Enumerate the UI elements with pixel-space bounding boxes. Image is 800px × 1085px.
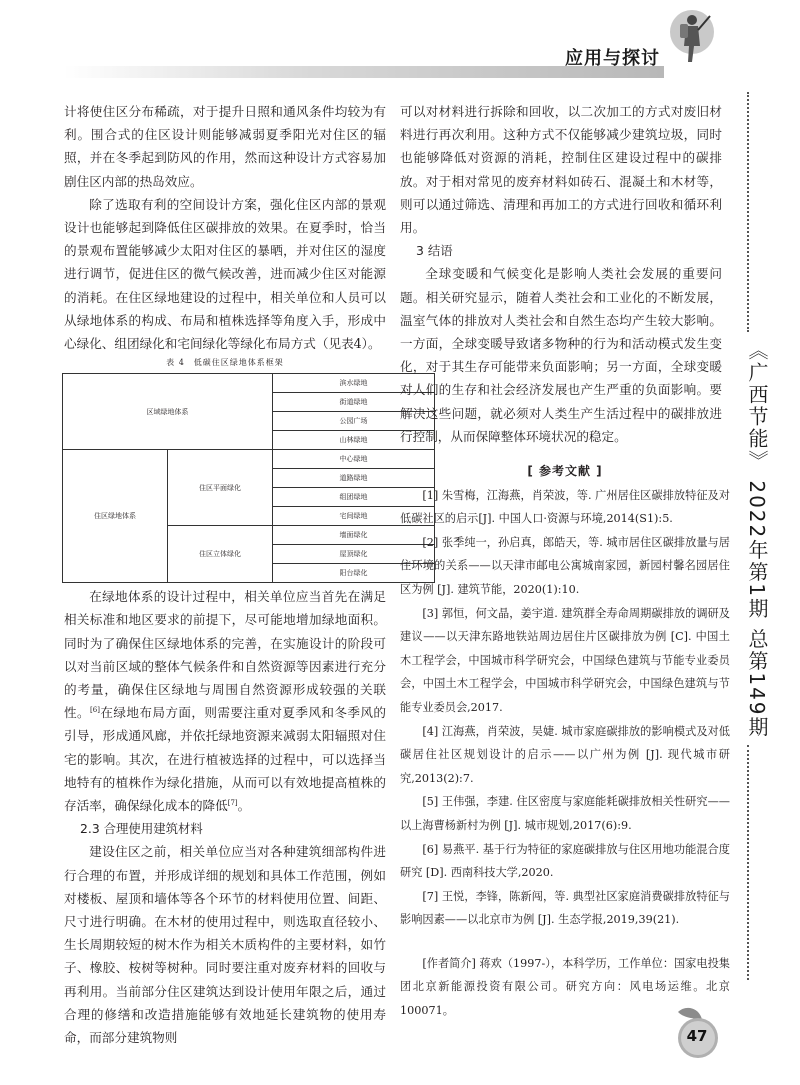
citation-mark: [6] bbox=[90, 706, 100, 715]
references-section bbox=[400, 460, 730, 1023]
body-paragraph: 可以对材料进行拆除和回收，以二次加工的方式对废旧材料进行再次利用。这种方式不仅能够减少建筑垃圾，同时也能够降低对资源的消耗，控制住区建设过程中的碳排放。对于相对常见的废弃材料如砖石、混凝土和木材等，则可以通过筛选、清理和再加工的方式进行回收和循环利用。 bbox=[400, 104, 722, 236]
green-system-table bbox=[62, 373, 435, 583]
left-column bbox=[64, 100, 386, 1049]
table-cell: 滨水绿地 bbox=[273, 374, 435, 393]
table-cell: 组团绿地 bbox=[273, 488, 435, 507]
section-heading: 2.3 合理使用建筑材料 bbox=[80, 821, 203, 837]
table-cell: 中心绿地 bbox=[273, 450, 435, 469]
table-cell: 区域绿地体系 bbox=[63, 374, 273, 450]
citation-mark: [7] bbox=[227, 798, 238, 807]
text-run: 在绿地体系的设计过程中，相关单位应当首先在满足相关标准和地区要求的前提下，尽可能地增加绿地面积。同时为了确保住区绿地体系的完善，在实施设计的阶段可以对当前区域的整体气候条件和自然资源等因素进行充分的考量，确保住区绿地与周围自然资源形成较强的关联性。 bbox=[64, 589, 386, 721]
reference-item: [7] 王悦，李锋，陈新闯，等. 典型社区家庭消费碳排放特征与影响因素——以北京市为例 [J]. 生态学报,2019,39(21). bbox=[400, 889, 730, 927]
section-heading: 3 结语 bbox=[416, 243, 453, 259]
reference-item: [5] 王伟强，李建. 住区密度与家庭能耗碳排放相关性研究——以上海曹杨新村为例 [J]. 城市规划,2017(6):9. bbox=[400, 795, 730, 832]
table-cell: 住区绿地体系 bbox=[63, 450, 168, 583]
reference-item: [2] 张季纯一，孙启真，郎皓天，等. 城市居住区碳排放量与居住环境的关系——以天津市邮电公寓城南家园，新园村馨名园居住区为例 [J]. 建筑节能，2020(1):10. bbox=[400, 535, 730, 596]
reference-item: [6] 易燕平. 基于行为特征的家庭碳排放与住区用地功能混合度研究 [D]. 西南科技大学,2020. bbox=[400, 842, 730, 880]
body-paragraph: 全球变暖和气候变化是影响人类社会发展的重要问题。相关研究显示，随着人类社会和工业化的不断发展，温室气体的排放对人类社会和自然生态均产生较大影响。一方面，全球变暖导致诸多物种的行为和活动模式发生变化，对于其生存可能带来负面影响；另一方面，全球变暖对人们的生存和社会经济发展也产生严重的负面影响。要解决这些问题，就必须对人类生产生活过程中的碳排放进行控制，从而保障整体环境状况的稳定。 bbox=[400, 266, 722, 444]
body-paragraph: 计将使住区分布稀疏，对于提升日照和通风条件均较为有利。围合式的住区设计则能够减弱夏季阳光对住区的辐照，并在冬季起到防风的作用，然而这种设计方式容易加剧住区内部的热岛效应。 bbox=[64, 104, 386, 189]
section-header-title: 应用与探讨 bbox=[565, 48, 660, 69]
table-cell: 墙面绿化 bbox=[273, 526, 435, 545]
journal-side-banner: 《广西节能》 2022年第1期 总第149期 bbox=[745, 340, 769, 739]
table-cell: 阳台绿化 bbox=[273, 564, 435, 583]
text-run: 。 bbox=[237, 798, 251, 814]
author-bio: [作者简介] 蒋欢（1997-），本科学历，工作单位：国家电投集团北京新能源投资有限公司。研究方向：风电场运维。北京 100071。 bbox=[400, 956, 730, 1018]
page-number: 47 bbox=[686, 1027, 708, 1045]
worker-figure-icon bbox=[662, 6, 718, 68]
reference-item: [1] 朱雪梅，江海燕，肖荣波，等. 广州居住区碳排放特征及对低碳社区的启示[J]. 中国人口·资源与环境,2014(S1):5. bbox=[400, 488, 730, 526]
table-cell: 屋顶绿化 bbox=[273, 545, 435, 564]
body-paragraph bbox=[64, 585, 386, 817]
references-title: [ 参考文献 ] bbox=[527, 464, 603, 478]
table-cell: 公园广场 bbox=[273, 412, 435, 431]
body-paragraph: 建设住区之前，相关单位应当对各种建筑细部构件进行合理的布置，并形成详细的规划和具体工作范围，例如对楼板、屋顶和墙体等各个环节的材料使用位置、间距、尺寸进行明确。在木材的使用过程中，则选取直径较小、生长周期较短的树木作为相关木质构件的主要材料，如竹子、橡胶、桉树等树种。同时要注重对废弃材料的回收与再利用。当前部分住区建筑达到设计使用年限之后，通过合理的修缮和改造措施能够有效地延长建筑物的使用寿命，而部分建筑物则 bbox=[64, 844, 386, 1046]
table-cell: 宅间绿地 bbox=[273, 507, 435, 526]
text-run: 在绿地布局方面，则需要注重对夏季风和冬季风的引导，形成通风廊，并依托绿地资源来减弱太阳辐照对住宅的影响。其次，在进行植被选择的过程中，可以选择当地特有的植株作为绿化措施，从而可以有效地提高植株的存活率，确保绿化成本的降低 bbox=[64, 705, 387, 814]
table-caption: 表 4 低碳住区绿地体系框架 bbox=[166, 358, 284, 368]
table-cell: 山林绿地 bbox=[273, 431, 435, 450]
reference-item: [4] 江海燕，肖荣波，吴婕. 城市家庭碳排放的影响模式及对低碳居住社区规划设计的启示——以广州为例 [J]. 现代城市研究,2013(2):7. bbox=[400, 724, 730, 785]
side-divider bbox=[747, 92, 749, 332]
side-divider bbox=[747, 745, 749, 980]
reference-item: [3] 郭恒，何文晶，姜宇道. 建筑群全寿命周期碳排放的调研及建议——以天津东路地铁站周边居住片区碳排放为例 [C]. 中国土木工程学会，中国城市科学研究会，中国绿色建筑与节能专业委员会，中国土木工程学会，中国城市科学研究会，中国绿色建筑与节能专业委员会,2017. bbox=[400, 606, 730, 714]
body-paragraph: 除了选取有利的空间设计方案，强化住区内部的景观设计也能够起到降低住区碳排放的效果。在夏季时，恰当的景观布置能够减少太阳对住区的暴晒，并对住区的湿度进行调节，促进住区的微气候改善，进而减少住区对能源的消耗。在住区绿地建设的过程中，相关单位和人员可以从绿地体系的构成、布局和植株选择等角度入手，形成中心绿化、组团绿化和宅间绿化等绿化布局方式（见表4）。 bbox=[64, 196, 386, 352]
table-cell: 住区平面绿化 bbox=[168, 450, 273, 526]
table-cell: 道路绿地 bbox=[273, 469, 435, 488]
right-column bbox=[400, 100, 722, 448]
table-cell: 住区立体绿化 bbox=[168, 526, 273, 583]
table-cell: 街道绿地 bbox=[273, 393, 435, 412]
